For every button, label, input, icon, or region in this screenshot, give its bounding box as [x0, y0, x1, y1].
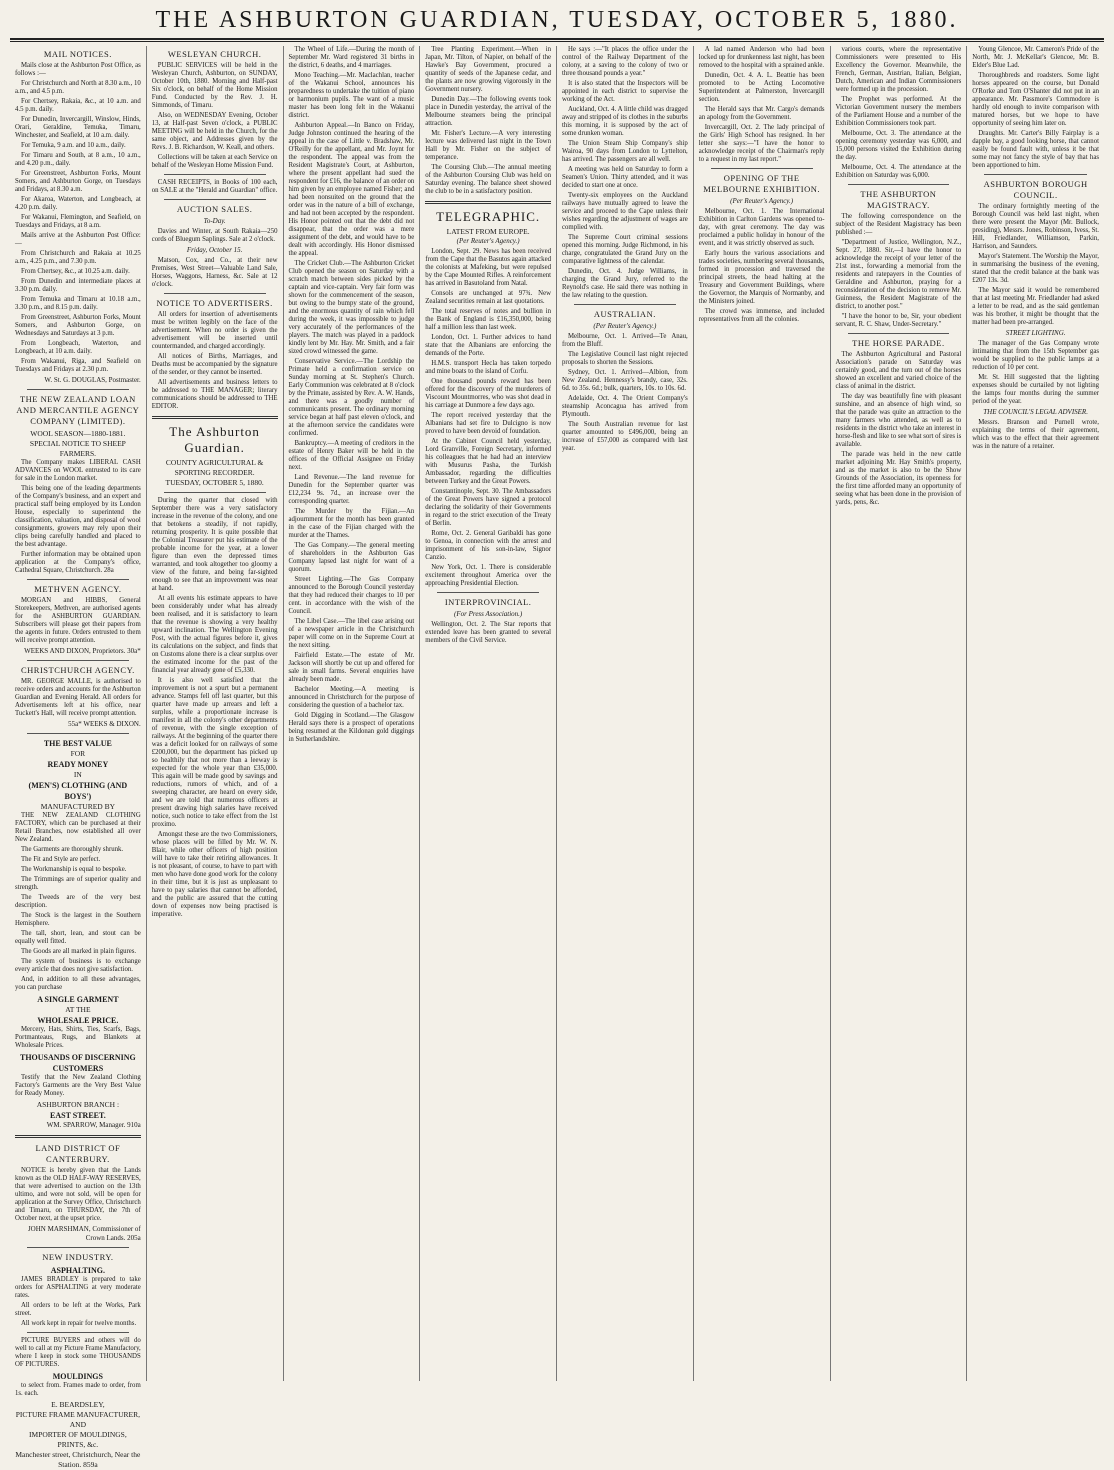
telegram-text: A lad named Anderson who had been locked up for drunkenness last night, has been removed to the hospital with a sprained ankle.	[698, 46, 825, 69]
local-news-item: Mr. Fisher's Lecture.—A very interesting lecture was delivered last night in the Town Hall by Mr. Fisher on the subject of temperance.	[425, 130, 551, 161]
telegram-text: The Herald says that Mr. Cargo's demands an apology from the Government.	[698, 106, 825, 121]
local-news-item: Tree Planting Experiment.—When in Japan, Mr. Tilton, of Napier, on behalf of the Hawke's Bay Government, procured a quantity of seeds of the Japanese cedar, and the plants are now growing vigorously in the Government nursery.	[425, 46, 551, 93]
clothing-ad-line: WHOLESALE PRICE.	[37, 1016, 119, 1025]
picture-ad-text: to select from. Frames made to order, from 1s. each.	[15, 1382, 141, 1397]
clothing-ad-line: A SINGLE GARMENT	[37, 995, 119, 1004]
mail-text: From Chertsey, &c., at 10.25 a.m. daily.	[21, 268, 130, 275]
melbourne-exhibition-agency: (Per Reuter's Agency.)	[730, 197, 794, 205]
divider	[425, 201, 551, 204]
telegram-text: It is also stated that the Inspectors will be appointed in each district to supervise the working of the Act.	[562, 80, 688, 103]
telegram-text: Adelaide, Oct. 4. The Orient Company's steamship Aconcagua has arrived from Plymouth.	[562, 395, 688, 418]
new-industry-text: All work kept in repair for twelve months.	[21, 1320, 137, 1327]
divider	[27, 1332, 129, 1333]
local-news-item: Conservative Service.—The Lordship the Primate held a confirmation service on Sunday morning at St. Stephen's Church. Early Communion was celebrated at 8 o'clock by the Primate, assisted by Rev. A. W. Hands, and there was a goodly number of communicants present. The ordinary morning service began at half past eleven o'clock, and at the afternoon service the candidates were confirmed.	[288, 358, 415, 437]
local-news-item: Dunedin Day.—The following events took place in Dunedin yesterday, the arrival of the Melbourne steamers being the principal attraction.	[425, 96, 551, 127]
mail-text: For Christchurch and North at 8.30 a.m., 10 a.m., and 4.5 p.m.	[15, 80, 141, 95]
local-news-item: Fairfield Estate.—The estate of Mr. Jackson will shortly be cut up and offered for sale in small farms. Several enquiries have already been made.	[288, 652, 415, 683]
clothing-ad-line: THE BEST VALUE	[43, 739, 112, 748]
telegram-text: H.M.S. transport Hecla has taken torpedo and mine boats to the island of Corfu.	[425, 360, 551, 375]
column-4	[420, 46, 557, 1381]
local-news-item: The Libel Case.—The libel case arising out of a newspaper article in the Christchurch paper will come on in the Supreme Court at the next sitting.	[288, 618, 415, 649]
telegram-text: Dunedin, Oct. 4. Judge Williams, in charging the Grand Jury, referred to the Reynold's case. He said there was nothing in the law relating to the question.	[562, 268, 688, 299]
divider	[984, 174, 1087, 175]
clothing-ad-text: The Garments are thoroughly shrunk.	[21, 846, 124, 853]
clothing-ad-signature: WM. SPARROW, Manager. 910a	[46, 1121, 141, 1129]
column-2	[147, 46, 284, 1381]
interprovincial-agency: (For Press Association.)	[454, 610, 523, 618]
local-news-item: The Coursing Club.—The annual meeting of the Ashburton Coursing Club was held on Saturday evening. The balance sheet showed the club to be in a satisfactory position.	[425, 164, 551, 195]
legal-adviser-text: Messrs. Branson and Purnell wrote, explaining the terms of their agreement, which was to the effect that their agreement was in the nature of a retainer.	[972, 419, 1099, 450]
local-news-item: Mono Teaching.—Mr. Maclachlan, teacher of the Wakanui School, announces his preparedness to undertake the tuition of piano or harmonium pupils. The want of a music master has been long felt in the Wakanui district.	[288, 72, 415, 119]
cash-receipts-text: CASH RECEIPTS, in Books of 100 each, on SALE at the "Herald and Guardian" office.	[151, 179, 278, 194]
horse-parade-text: Thoroughbreds and roadsters. Some light horses appeared on the course, but Donald O'Rorke and Tom O'Shanter did not put in an appearance. Mr. Passmore's Commodore is hardly old enough to invite comparison with matured horses, but we hope to have opportunity of seeing him later on.	[972, 72, 1099, 127]
telegraphic-heading: TELEGRAPHIC.	[436, 209, 541, 224]
telegram-text: Constantinople, Sept. 30. The Ambassadors of the Great Powers have signed a protocol declaring the solidarity of their Governments in regard to the strict execution of the Treaty of Berlin.	[425, 488, 551, 527]
column-3	[284, 46, 421, 1381]
clothing-ad-line: AT THE	[65, 1005, 91, 1014]
clothing-ad-text: Testify that the New Zealand Clothing Factory's Garments are the Very Best Value for Ready Money.	[15, 1074, 141, 1097]
nzloan-text: This being one of the leading departments of the Company's business, and an expert and practical staff being employed by its London House, especially to superintend the classification, valuation, and disposal of wool consignments, growers may rely upon their clips being carefully handled and placed to the best advantage.	[15, 485, 141, 548]
mail-text: Mails close at the Ashburton Post Office, as follows :—	[15, 62, 141, 77]
new-industry-text: JAMES BRADLEY is prepared to take orders for ASPHALTING at very moderate rates.	[15, 1276, 141, 1299]
horse-parade-heading: THE HORSE PARADE.	[852, 338, 945, 348]
picture-ad-line: IMPORTER OF MOULDINGS, PRINTS, &c.	[29, 1430, 127, 1449]
divider	[152, 416, 278, 419]
horse-parade-text: The parade was held in the new cattle market adjoining Mr. Hay Smith's property, and as the market is also to be the Show Grounds of the Association, its openness for the first time afforded many an opportunity of seeing what has been done in the provision of yards, pens, &c.	[835, 451, 962, 506]
mail-text: From Temuka and Timaru at 10.18 a.m., 3.30 p.m., and 8.15 p.m. daily.	[15, 296, 141, 311]
picture-ad-line: PICTURE FRAME MANUFACTURER, AND	[15, 1410, 140, 1429]
telegram-text: At the Cabinet Council held yesterday, Lord Granville, Foreign Secretary, informed his colleagues that he had had an interview with Musurus Pasha, the Turkish Ambassador, regarding the difficulties between Turkey and the Great Powers.	[425, 438, 551, 485]
telegram-text: Consols are unchanged at 97¾. New Zealand securities remain at last quotations.	[425, 290, 551, 305]
clothing-ad-text: The Stock is the largest in the Southern Hemisphere.	[15, 912, 141, 927]
legal-adviser-heading: THE COUNCIL'S LEGAL ADVISER.	[983, 408, 1088, 416]
wesleyan-text: Also, on WEDNESDAY Evening, October 13, at Half-past Seven o'clock, a PUBLIC MEETING will be held in the Church, for the same object, and Addresses given by the Revs. J. B. Richardson, W. Keall, and others.	[151, 112, 278, 151]
telegram-text: The Legislative Council last night rejected proposals to shorten the Sessions.	[562, 351, 688, 366]
clothing-ad-text: The tall, short, lean, and stout can be equally well fitted.	[15, 930, 141, 945]
mail-text: From Greenstreet, Ashburton Forks, Mount Somers, and Ashburton Gorge, on Wednesdays and Saturdays at 3 p.m.	[15, 314, 141, 337]
mail-text: For Akaroa, Waterton, and Longbeach, at 4.20 p.m. daily.	[15, 196, 141, 211]
wesleyan-text: Collections will be taken at each Service on behalf of the Wesleyan Home Mission Fund.	[151, 154, 278, 169]
clothing-ad-line: MANUFACTURED BY	[40, 802, 115, 811]
mail-text: For Wakanui, Flemington, and Seafield, on Tuesdays and Fridays, at 8 a.m.	[15, 214, 141, 229]
telegram-text: A meeting was held on Saturday to form a Seamen's Union. Thirty attended, and it was decided to start one at once.	[562, 166, 688, 189]
telegram-text: Rome, Oct. 2. General Garibaldi has gone to Genoa, in connection with the arrest and imprisonment of his son-in-law, Signor Canzio.	[425, 530, 551, 561]
local-news-item: Bankruptcy.—A meeting of creditors in the estate of Henry Baker will be held in the offices of the Official Assignee on Friday next.	[288, 440, 415, 471]
horse-parade-text: Draughts. Mr. Carter's Billy Fairplay is a dapple bay, a good looking horse, that cannot easily be found fault with, unless it be that some may not fancy the style of bay that has been apportioned to him.	[972, 130, 1099, 169]
telegram-text: The report received yesterday that the Albanians had set fire to Dulcigno is now proved to have been devoid of foundation.	[425, 412, 551, 435]
clothing-ad-text: THE NEW ZEALAND CLOTHING FACTORY, which can be purchased at their Retail Branches, now established all over New Zealand.	[15, 812, 141, 843]
borough-council-text: The Mayor said it would be remembered that at last meeting Mr. Friedlander had asked a letter to be read, and as the said gentleman was his brother, it might be thought that the matter had been pre-arranged.	[972, 287, 1099, 326]
column-5	[557, 46, 694, 1381]
mail-text: For Dunedin, Invercargill, Winslow, Hinds, Orari, Geraldine, Temuka, Timaru, Winchester, and Seafield, at 10 a.m. daily.	[15, 116, 141, 139]
magistracy-heading: THE ASHBURTON MAGISTRACY.	[860, 189, 937, 210]
local-news-item: The Murder by the Fijian.—An adjournment for the month has been granted in the case of the Fijian charged with the murder at the Thames.	[288, 508, 415, 539]
divider	[27, 389, 129, 390]
mail-notices-heading: MAIL NOTICES.	[43, 49, 112, 59]
clothing-ad-text: The system of business is to exchange every article that does not give satisfaction.	[15, 958, 141, 973]
divider	[164, 174, 266, 175]
local-news-item: The Wheel of Life.—During the month of September Mr. Ward registered 31 births in the district, 6 deaths, and 4 marriages.	[288, 46, 415, 69]
telegram-text: Auckland, Oct. 4. A little child was dragged away and stripped of its clothes in the suburbs this morning, it is supposed by the act of some drunken woman.	[562, 106, 688, 137]
land-district-signature: JOHN MARSHMAN, Commissioner of Crown Lands. 205a	[27, 1225, 141, 1242]
mail-text: Mails arrive at the Ashburton Post Office:—	[15, 232, 141, 247]
masthead-title: THE ASHBURTON GUARDIAN, TUESDAY, OCTOBER 5, 1880.	[155, 7, 959, 33]
local-news-item: Bachelor Meeting.—A meeting is announced in Christchurch for the purpose of considering the question of a bachelor tax.	[288, 686, 415, 709]
divider	[164, 293, 266, 294]
telegram-text: One thousand pounds reward has been offered for the discovery of the murderers of Viscount Mountmorres, who was shot dead in his carriage at Dunmore a few days ago.	[425, 378, 551, 409]
melbourne-exhibition-text: The crowd was immense, and included representatives from all the colonies.	[698, 308, 825, 323]
clothing-ad-text: The Tweeds are of the very best description.	[15, 894, 141, 909]
leading-article-text: At all events his estimate appears to have been considerably under what has already been realised, and it is satisfactory to learn that the revenue is showing a very healthy upward inclination. The Wellington Evening Post, with the actual figures before it, gives its calculations on the subject, and finds that on Customs alone there is a clear surplus over the estimated income for the past of the financial year already gone of £5,330.	[151, 595, 278, 674]
local-news-item: Land Revenue.—The land revenue for Dunedin for the September quarter was £12,234 9s. 7d., an increase over the corresponding quarter.	[288, 474, 415, 505]
paper-date: TUESDAY, OCTOBER 5, 1880.	[165, 478, 264, 487]
telegram-text: The total reserves of notes and bullion in the Bank of England is £16,350,000, being half a million less than last week.	[425, 308, 551, 331]
newspaper-columns	[10, 46, 1104, 1469]
leading-article-text: It is also well satisfied that the improvement is not a spurt but a permanent advance. Stamps fell off last quarter, but this quarter have made up arrears and left a surplus, while a proportionate increase is manifest in all the colony's other departments of revenue, with the single exception of railways. At the beginning of the quarter there was a deficit looked for on railways of some £200,000, but the department has picked up so healthily that not more than a leeway is expected for the whole year than £35,000. This again will be made good by savings and reductions, rumors of which, and of a sweeping character, are heard on every side, and we are told that numerous officers at present drawing high salaries have received notice, such notice to take effect from the 1st proximo.	[151, 677, 278, 828]
leading-article-text: Amongst these are the two Commissioners, whose places will be filled by Mr. W. N. Blair, while other officers of high position will have to take their retiring allowances. It is not pleasant, of course, to have to part with men who have done good work for the colony in their time, but it is just as unpleasant to have to pay salaries that cannot be afforded, and the public are assured that the cutting down of expenses now being practised is imperative.	[151, 831, 278, 918]
advertisers-notice-text: All notices of Births, Marriages, and Deaths must be accompanied by the signature of the sender, or they cannot be inserted.	[151, 353, 278, 376]
auction-heading: AUCTION SALES.	[176, 204, 253, 214]
auction-sub: Friday, October 15.	[186, 246, 243, 254]
divider	[848, 184, 950, 185]
mail-signature: W. St. G. DOUGLAS, Postmaster.	[44, 376, 141, 384]
telegram-text: Melbourne, Oct. 1. Arrived—Te Anau, from the Bluff.	[562, 333, 688, 348]
mail-text: From Wakanui, Riga, and Seafield on Tuesdays and Fridays at 2.30 p.m.	[15, 358, 141, 373]
telegram-text: London, Oct. 1. Further advices to hand state that the Albanians are enforcing the demands of the Porte.	[425, 334, 551, 357]
wesleyan-text: PUBLIC SERVICES will be held in the Wesleyan Church, Ashburton, on SUNDAY, October 10th, 1880. Morning and Half-past Six o'clock, on behalf of the Home Mission Fund. Conducted by the Rev. J. H. Simmonds, of Timaru.	[151, 62, 278, 109]
wesleyan-heading: WESLEYAN CHURCH.	[167, 49, 262, 59]
horse-parade-text: The day was beautifully fine with pleasant sunshine, and an absence of high wind, so that the parade was quite an attraction to the many farmers who attended, as well as to residents in the district who take an interest in horse-flesh and like to see what sort of sires is available.	[835, 393, 962, 448]
clothing-ad-text: The Fit and Style are perfect.	[21, 856, 101, 863]
magistracy-text: The following correspondence on the subject of the Resident Magistracy has been published :—	[835, 213, 962, 236]
auction-sub: To-Day.	[203, 217, 226, 225]
telegram-text: London, Sept. 29. News has been received from the Cape that the Basutos again attacked the colonists at Mafeking, but were repulsed by the Cape Mounted Rifles. A reinforcement has arrived in Basutoland from Natal.	[425, 248, 551, 287]
methven-signature: WEEKS AND DIXON, Proprietors. 30a*	[24, 647, 141, 655]
nzloan-heading: THE NEW ZEALAND LOAN AND MERCANTILE AGENCY COMPANY (LIMITED).	[16, 394, 140, 426]
local-news-item: Gold Digging in Scotland.—The Glasgow Herald says there is a prospect of operations being resumed at the Kildonan gold diggings in Sutherlandshire.	[288, 712, 415, 743]
masthead-rule	[10, 38, 1104, 42]
nzloan-text: The Company makes LIBERAL CASH ADVANCES on WOOL entrusted to its care for sale in the London market.	[15, 459, 141, 482]
new-industry-sub: ASPHALTING.	[50, 1266, 105, 1275]
melbourne-exhibition-text: Early hours the various associations and trades societies, numbering several thousands, formed in procession and traversed the principal streets, the head halting at the Treasury and Government Buildings, where the Governor, the Marquis of Normanby, and the Ministers joined.	[698, 250, 825, 305]
street-lighting-text: Mr. St. Hill suggested that the lighting expenses should be curtailed by not lighting the lamps four months during the summer period of the year.	[972, 374, 1099, 405]
christchurch-agency-heading: CHRISTCHURCH AGENCY.	[20, 665, 135, 675]
mail-text: From Dunedin and intermediate places at 3.30 p.m. daily.	[15, 278, 141, 293]
telegram-text: The South Australian revenue for last quarter amounted to £496,000, being an increase of £57,000 as compared with last year.	[562, 421, 688, 452]
advertisers-notice-text: All advertisements and business letters to be addressed to THE MANAGER; literary communications should be addressed to THE EDITOR.	[151, 379, 278, 410]
divider	[574, 304, 676, 305]
mail-text: For Greenstreet, Ashburton Forks, Mount Somers, and Ashburton Gorge, on Tuesdays and Fridays, at 8.30 a.m.	[15, 170, 141, 193]
magistracy-text: "Department of Justice, Wellington, N.Z., Sept. 27, 1880. Sir,—I have the honor to acknowledge the receipt of your letter of the 21st inst., forwarding a memorial from the residents and ratepayers in the Counties of Geraldine and Ashburton, praying for a reconsideration of the decision to remove Mr. Guinness, the Resident Magistrate of the district, to another post."	[835, 239, 962, 310]
borough-council-heading: ASHBURTON BOROUGH COUNCIL.	[983, 179, 1088, 200]
mail-text: For Timaru and South, at 8 a.m., 10 a.m., and 4.20 p.m., daily.	[15, 152, 141, 167]
melbourne-exhibition-heading: OPENING OF THE MELBOURNE EXHIBITION.	[703, 173, 820, 194]
new-industry-text: All orders to be left at the Works, Park street.	[15, 1302, 141, 1317]
street-lighting-heading: STREET LIGHTING.	[1005, 329, 1066, 337]
australian-agency: (Per Reuter's Agency.)	[593, 322, 657, 330]
new-industry-heading: NEW INDUSTRY.	[42, 1252, 114, 1262]
clothing-ad-line: THOUSANDS OF DISCERNING CUSTOMERS	[20, 1053, 136, 1073]
column-7	[831, 46, 968, 1381]
divider	[27, 733, 129, 734]
melbourne-exhibition-text: Melbourne, Oct. 1. The International Exhibition in Carlton Gardens was opened to-day, with great ceremony. The day was proclaimed a public holiday in honour of the event, and it was strictly observed as such.	[698, 208, 825, 247]
telegram-text: Sydney, Oct. 1. Arrived—Albion, from New Zealand. Hennessy's brandy, case, 32s. 6d. to 35s. 6d.; bulk, quarters, 10s. to 10s. 6d.	[562, 369, 688, 392]
melbourne-exhibition-text: Melbourne, Oct. 3. The attendance at the opening ceremony yesterday was 6,000, and 15,000 persons visited the Exhibition during the day.	[835, 130, 962, 161]
column-8	[967, 46, 1104, 1381]
local-news-item: Street Lighting.—The Gas Company announced to the Borough Council yesterday that they had reduced their charges to 10 per cent. in accordance with the wish of the Council.	[288, 576, 415, 615]
paper-tagline: COUNTY AGRICULTURAL & SPORTING RECORDER.	[165, 458, 264, 477]
clothing-ad-line: READY MONEY	[47, 760, 109, 769]
land-district-heading: LAND DISTRICT OF CANTERBURY.	[35, 1143, 121, 1164]
telegram-text: New York, Oct. 1. There is considerable excitement throughout America over the approaching Presidential Election.	[425, 564, 551, 587]
interprovincial-heading: INTERPROVINCIAL.	[444, 597, 532, 607]
picture-ad-text: PICTURE BUYERS and others will do well to call at my Picture Frame Manufactory, where I keep in stock some THOUSANDS OF PICTURES.	[15, 1337, 141, 1368]
clothing-ad-line: ASHBURTON BRANCH :	[36, 1100, 120, 1109]
telegraphic-agency: (Per Reuter's Agency.)	[456, 237, 520, 245]
borough-council-text: Mayor's Statement. The Worship the Mayor, in summarising the business of the evening, stated that the credit balance at the bank was £207 13s. 3d.	[972, 253, 1099, 284]
methven-heading: METHVEN AGENCY.	[34, 584, 122, 594]
advertisers-notice-text: All orders for insertion of advertisements must be written legibly on the face of the advertisement. When no order is given the advertisement will be inserted until countermanded, and charged accordingly.	[151, 311, 278, 350]
column-6	[694, 46, 831, 1381]
clothing-ad-text: The Workmanship is equal to bespoke.	[21, 866, 127, 873]
mail-text: From Longbeach, Waterton, and Longbeach, at 10 a.m. daily.	[15, 340, 141, 355]
picture-ad-line: E. BEARDSLEY,	[51, 1400, 105, 1409]
telegram-text: He says :—"It places the office under the control of the Railway Department of the colony, at a saving to the colony of two or three thousand pounds a year."	[562, 46, 688, 77]
picture-ad-line: MOULDINGS	[52, 1372, 103, 1381]
divider	[848, 333, 950, 334]
paper-name: The Ashburton Guardian.	[169, 424, 260, 455]
clothing-ad-line: (MEN'S) CLOTHING (AND BOYS')	[28, 781, 128, 801]
australian-heading: AUSTRALIAN.	[593, 309, 656, 319]
clothing-ad-line: FOR	[70, 749, 86, 758]
telegraphic-sub: LATEST FROM EUROPE.	[446, 227, 530, 236]
mail-text: For Temuka, 9 a.m. and 10 a.m., daily.	[21, 142, 126, 149]
melbourne-exhibition-text: Melbourne, Oct. 4. The attendance at the Exhibition on Saturday was 6,000.	[835, 164, 962, 179]
telegram-text: The Supreme Court criminal sessions opened this morning. Judge Richmond, in his charge, congratulated the Grand Jury on the comparative lightness of the calendar.	[562, 234, 688, 265]
telegram-text: Dunedin, Oct. 4. A. L. Beattie has been promoted to be Acting Locomotive Superintendent at Palmerston, Invercargill section.	[698, 72, 825, 103]
clothing-ad-line: IN	[73, 770, 82, 779]
auction-text: Davies and Winter, at South Rakaia—250 cords of Bluegum Saplings. Sale at 2 o'clock.	[151, 228, 278, 243]
picture-ad-line: Manchester street, Christchurch, Near the Station. 859a	[15, 1450, 141, 1469]
divider	[164, 199, 266, 200]
horse-parade-text: The Ashburton Agricultural and Pastoral Association's parade on Saturday was certainly good, and the turn out of the horses showed an excellent and varied choice of the class of animal in the district.	[835, 351, 962, 390]
melbourne-exhibition-text: various courts, where the representative Commissioners were presented to His Excellency the Governor. Meanwhile, the French, German, Austrian, Italian, Belgian, Dutch, American and Indian Commissioners were formed up in the procession.	[835, 46, 962, 93]
divider	[27, 1247, 129, 1248]
auction-text: Matson, Cox, and Co., at their new Premises, West Street—Valuable Land Sale, Horses, Waggons, Harness, &c. Sale at 12 o'clock.	[151, 257, 278, 288]
divider	[15, 1135, 141, 1138]
mail-text: From Christchurch and Rakaia at 10.25 a.m., 4.25 p.m., and 7.30 p.m.	[15, 250, 141, 265]
nzloan-text: Further information may be obtained upon application at the Company's office, Cathedral Square, Christchurch. 28a	[15, 551, 141, 574]
christchurch-agency-text: MR. GEORGE MALLE, is authorised to receive orders and accounts for the Ashburton Guardian and Evening Herald. All orders for Advertisements left at his office, near Tuckett's Hall, will receive prompt attention.	[15, 678, 141, 717]
clothing-ad-text: The Trimmings are of superior quality and strength.	[15, 876, 141, 891]
methven-text: MORGAN and HIBBS, General Storekeepers, Methven, are authorised agents for the ASHBURTON GUARDIAN. Subscribers will please get their papers from the agents in future. Orders entrusted to them will receive prompt attention.	[15, 597, 141, 644]
telegram-text: Twenty-six employees on the Auckland railways have mutually agreed to leave the service and proceed to the Cape unless their wishes regarding the adjustment of wages are complied with.	[562, 192, 688, 231]
street-lighting-text: The manager of the Gas Company wrote intimating that from the 15th September gas would be supplied to the public lamps at a reduction of 10 per cent.	[972, 340, 1099, 371]
telegram-text: Invercargill, Oct. 2. The lady principal of the Girls' High School has resigned. In her letter she says:—"I have the honor to acknowledge receipt of the Chairman's reply to a request in my last report."	[698, 124, 825, 163]
divider	[27, 579, 129, 580]
advertisers-notice-heading: NOTICE TO ADVERTISERS.	[156, 298, 273, 308]
christchurch-agency-signature: 55a* WEEKS & DIXON.	[68, 720, 141, 728]
local-news-item: Ashburton Appeal.—In Banco on Friday, Judge Johnston continued the hearing of the appeal in the case of Little v. Bradshaw, Mr. O'Reilly for the appellant, and Mr. Joynt for the respondent. The appeal was from the Resident Magistrate's Court, at Ashburton, where the present appellant had sued the respondent for £16, the balance of an order on him given by an employee named Fisher; and had been nonsuited on the ground that the order was in the nature of a bill of exchange, and had not been accepted by the respondent. His Honor pointed out that the debt did not disappear, that the order was a mere assignment of the debt, and would have to be dealt with accordingly. His Honor dismissed the appeal.	[288, 122, 415, 257]
land-district-text: NOTICE is hereby given that the Lands known as the OLD HALF-WAY RESERVES, that were advertised to auction on the 13th ultimo, and were not sold, will be open for application at the Survey Office, Christchurch and Timaru, on THURSDAY, the 7th of October next, at the upset price.	[15, 1167, 141, 1222]
melbourne-exhibition-text: The Prophet was performed. At the Victorian Government nursery the members of the Parliament House and a number of the Exhibition Commissioners took part.	[835, 96, 962, 127]
clothing-ad-text: Mercery, Hats, Shirts, Ties, Scarfs, Bags, Portmanteaus, Rugs, and Blankets at Wholesale Prices.	[15, 1026, 141, 1049]
borough-council-text: The ordinary fortnightly meeting of the Borough Council was held last night, when there were present the Mayor (Mr. Bullock, presiding), Messrs. Jones, Robinson, Ivess, St. Hill, Friedlander, Williamson, Parkin, Harrison, and Saunders.	[972, 203, 1099, 250]
divider	[437, 592, 539, 593]
column-1	[10, 46, 147, 1469]
clothing-ad-text: The Goods are all marked in plain figures.	[21, 948, 137, 955]
nzloan-sub2: SPECIAL NOTICE TO SHEEP FARMERS.	[29, 439, 126, 458]
leading-article-text: During the quarter that closed with September there was a very satisfactory increase in the revenue of the colony, and one that betokens a steadily, if not rapidly, returning prosperity. It is quite possible that the Colonial Treasurer put his estimate of the probable income for the year, at a lower figure than even the depressed times warranted, and took altogether too gloomy a view of the future, and being far-sighted enough to see that an improvement was near at hand.	[151, 497, 278, 592]
telegram-text: The Union Steam Ship Company's ship Wairoa, 90 days from London to Lyttelton, has arrived. The passengers are all well.	[562, 140, 688, 163]
clothing-ad-line: EAST STREET.	[50, 1111, 106, 1120]
divider	[164, 492, 266, 493]
clothing-ad-text: And, in addition to all these advantages, you can purchase	[15, 976, 141, 991]
horse-parade-text: Young Glencoe, Mr. Cameron's Pride of the North, Mr. J. McKellar's Glencoe, Mr. B. Elder's Blue Lad.	[972, 46, 1099, 69]
nzloan-sub: WOOL SEASON—1880-1881.	[30, 429, 126, 438]
divider	[711, 168, 813, 169]
local-news-item: The Gas Company.—The general meeting of shareholders in the Ashburton Gas Company lapsed last night for want of a quorum.	[288, 542, 415, 573]
telegram-text: Wellington, Oct. 2. The Star reports that extended leave has been granted to several members of the Civil Service.	[425, 621, 551, 644]
mail-text: For Chertsey, Rakaia, &c., at 10 a.m. and 4.5 p.m. daily.	[15, 98, 141, 113]
divider	[27, 660, 129, 661]
magistracy-text: "I have the honor to be, Sir, your obedient servant, R. C. Shaw, Under-Secretary."	[835, 313, 962, 328]
local-news-item: The Cricket Club.—The Ashburton Cricket Club opened the season on Saturday with a scratch match between sides picked by the captain and vice-captain. Very fair form was shown for the commencement of the season, but owing to the bumpy state of the ground, and the enormous quantity of rain which fell during the week, it was impossible to judge very accurately of the performances of the players. The match was played in a paddock kindly lent by Mr. Hay. Mr. Smith, and a fair sized crowd witnessed the game.	[288, 260, 415, 355]
